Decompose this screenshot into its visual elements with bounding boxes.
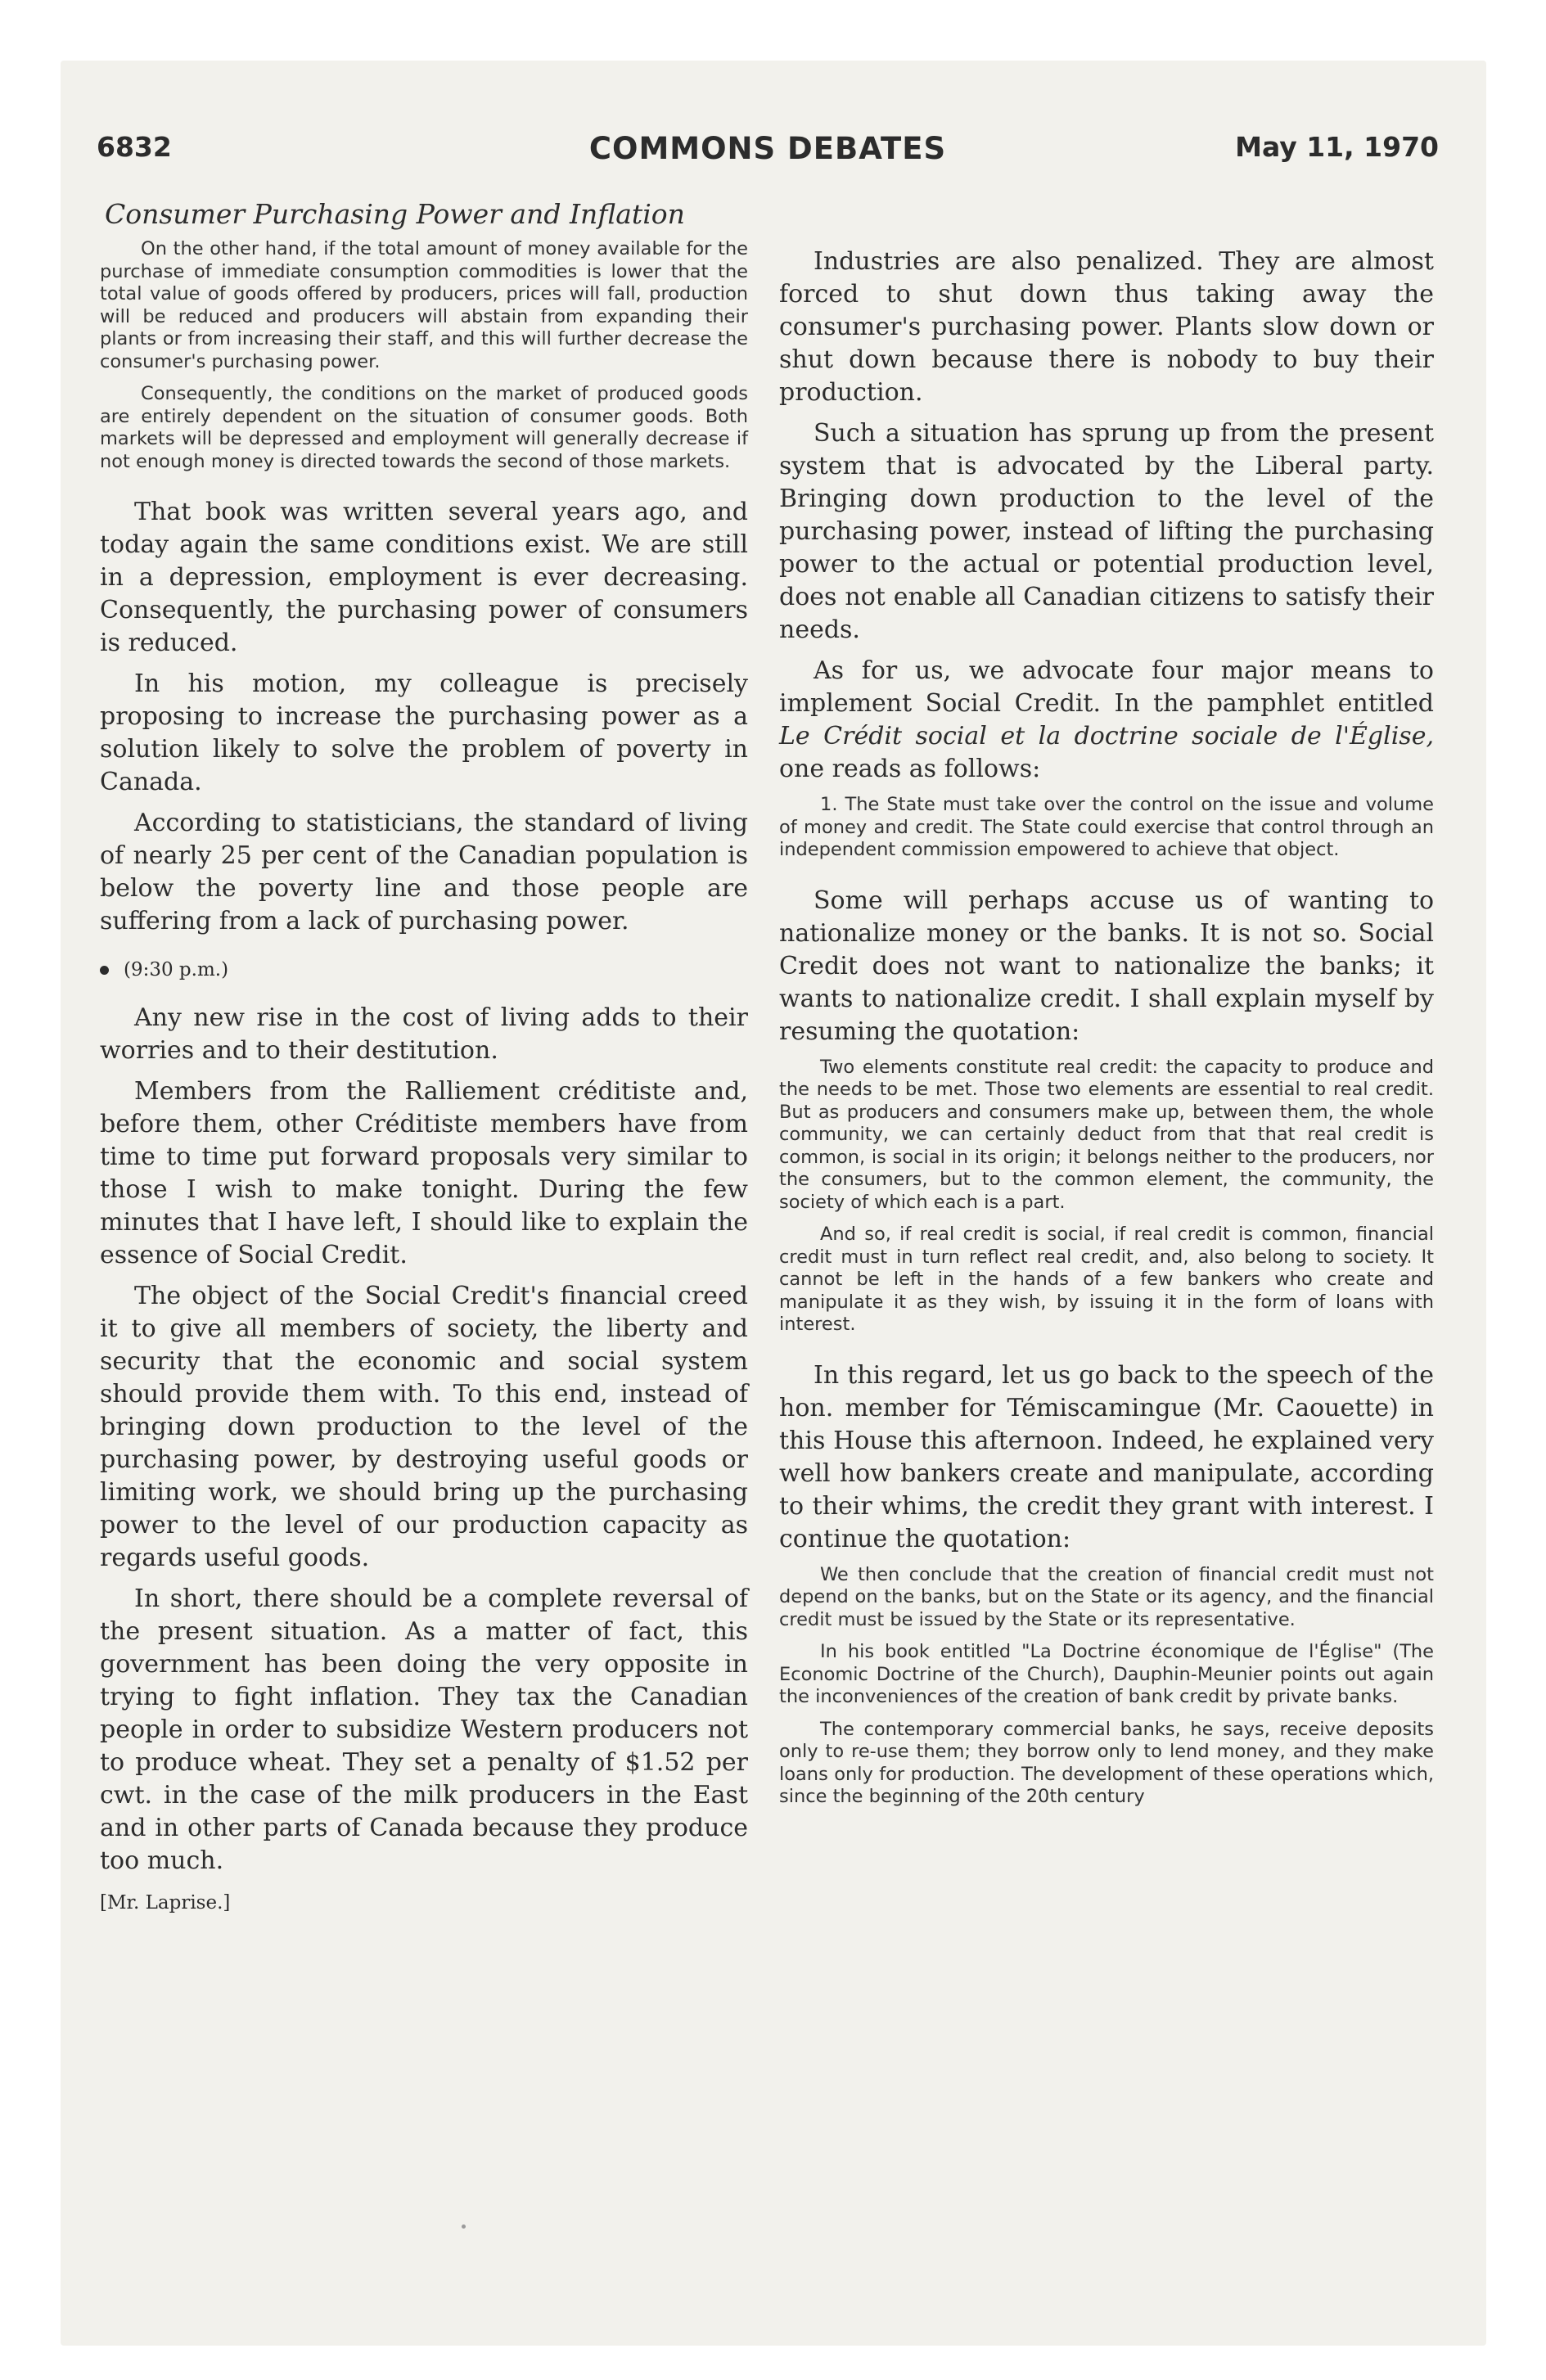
bullet-icon — [100, 966, 109, 975]
time-marker — [100, 959, 748, 980]
body-paragraph: Some will perhaps accuse us of wanting to nationalize money or the banks. It is not so. Social Credit does not want to nationalize the banks; it wants to nationalize credit. I shall explain myself by resuming the quotation: — [779, 886, 1434, 1046]
page-date: May 11, 1970 — [1235, 131, 1439, 163]
body-paragraph: In his motion, my colleague is precisely proposing to increase the purchasing power as a solution likely to solve the problem of poverty in Canada. — [100, 669, 748, 796]
pamphlet-title: Le Crédit social et la doctrine sociale de l'Église, — [779, 722, 1434, 751]
quotation-paragraph: On the other hand, if the total amount of money available for the purchase of immediate consumption commodities is lower that the total value of goods offered by producers, prices will fall, production will be reduced and producers will abstain from expanding their plants or from increasing their staff, and this will further decrease the consumer's purchasing power. — [100, 238, 748, 372]
quotation-paragraph: 1. The State must take over the control on the issue and volume of money and credit. The State could exercise that control through an independent commission empowered to achieve that object. — [779, 794, 1434, 860]
body-text: one reads as follows: — [779, 755, 1041, 783]
page-number: 6832 — [97, 131, 172, 163]
quotation-paragraph: The contemporary commercial banks, he says, receive deposits only to re-use them; they borrow only to lend money, and they make loans only for production. The development of these operations which, since the beginning of the 20th century — [779, 1718, 1434, 1807]
right-column — [779, 246, 1434, 1819]
body-paragraph: The object of the Social Credit's financial creed it to give all members of society, the liberty and security that the economic and social system should provide them with. To this end, instead of bringing down production to the level of the purchasing power, by destroying useful goods or limiting work, we should bring up the purchasing power to the level of our production capacity as regards useful goods. — [100, 1282, 748, 1572]
document-page — [97, 131, 1439, 2308]
quotation-paragraph: We then conclude that the creation of financial credit must not depend on the banks, but on the State or its agency, and the financial credit must be issued by the State or its representative. — [779, 1563, 1434, 1630]
body-paragraph: Members from the Ralliement créditiste and, before them, other Créditiste members have from time to time put forward proposals very similar to those I wish to make tonight. During the few minutes that I have left, I should like to explain the essence of Social Credit. — [100, 1077, 748, 1269]
section-heading: Consumer Purchasing Power and Inflation — [105, 198, 685, 230]
speaker-attribution: [Mr. Laprise.] — [100, 1892, 231, 1913]
quotation-paragraph: In his book entitled "La Doctrine économique de l'Église" (The Economic Doctrine of the Church), Dauphin-Meunier points out again the inconveniences of the creation of bank credit by private banks. — [779, 1641, 1434, 1707]
body-paragraph: In short, there should be a complete reversal of the present situation. As a matter of fact, this government has been doing the very opposite in trying to fight inflation. They tax the Canadian people in order to subsidize Western producers not to produce wheat. They set a penalty of $1.52 per cwt. in the case of the milk producers in the East and in other parts of Canada because they produce too much. — [100, 1584, 748, 1875]
body-paragraph: In this regard, let us go back to the speech of the hon. member for Témiscamingue (Mr. Caouette) in this House this afternoon. Indeed, he explained very well how bankers create and manipulate, according to their whims, the credit they grant with interest. I continue the quotation: — [779, 1360, 1434, 1553]
body-paragraph: Any new rise in the cost of living adds to their worries and to their destitution. — [100, 1003, 748, 1065]
scan-mark — [462, 2224, 466, 2229]
body-paragraph: According to statisticians, the standard of living of nearly 25 per cent of the Canadian population is below the poverty line and those people are suffering from a lack of purchasing power. — [100, 809, 748, 935]
quotation-paragraph: And so, if real credit is social, if real credit is common, financial credit must in turn reflect real credit, and, also belong to society. It cannot be left in the hands of a few bankers who create and manipulate it as they wish, by issuing it in the form of loans with interest. — [779, 1224, 1434, 1335]
body-paragraph: That book was written several years ago, and today again the same conditions exist. We are still in a depression, employment is ever decreasing. Consequently, the purchasing power of consumers is reduced. — [100, 498, 748, 657]
page-header — [97, 131, 1439, 180]
body-paragraph — [779, 655, 1434, 786]
body-text: As for us, we advocate four major means to implement Social Credit. In the pamphlet entitled — [779, 656, 1434, 718]
quotation-paragraph: Two elements constitute real credit: the capacity to produce and the needs to be met. Those two elements are essential to real credit. But as producers and consumers make up, between them, the whole community, we can certainly deduct from that that real credit is common, is social in its origin; it belongs neither to the producers, nor the consumers, but to the common element, the community, the society of which each is a part. — [779, 1056, 1434, 1213]
left-column — [100, 198, 748, 1913]
body-paragraph: Industries are also penalized. They are almost forced to shut down thus taking away the consumer's purchasing power. Plants slow down or shut down because there is nobody to buy their production. — [779, 247, 1434, 407]
quotation-paragraph: Consequently, the conditions on the market of produced goods are entirely dependent on the situation of consumer goods. Both markets will be depressed and employment will generally decrease if not enough money is directed towards the second of those markets. — [100, 383, 748, 472]
body-paragraph: Such a situation has sprung up from the present system that is advocated by the Liberal party. Bringing down production to the level of the purchasing power, instead of lifting the purchasing power to the actual or potential production level, does not enable all Canadian citizens to satisfy their needs. — [779, 419, 1434, 644]
time-marker-text: (9:30 p.m.) — [124, 959, 229, 980]
publication-title: COMMONS DEBATES — [588, 131, 947, 166]
